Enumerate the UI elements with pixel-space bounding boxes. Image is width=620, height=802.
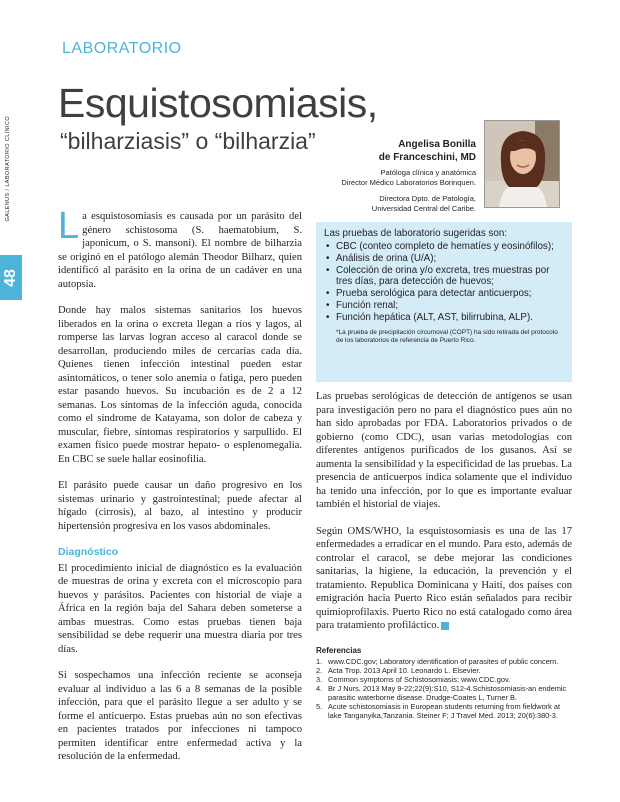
section-label: LABORATORIO	[62, 40, 182, 57]
list-item: • Colección de orina y/o excreta, tres muestras por tres días, para detección de huevos;	[324, 265, 564, 289]
reference-item: 4. Br J Nurs. 2013 May 9-22;22(9):S10, S12-4.Schistosomiasis-an endemic parasitic waterborne disease. Drudge-Coates L, Turner B.	[316, 684, 567, 702]
paragraph-transmission: Donde hay malos sistemas sanitarios los huevos liberados en la orina o excreta llegan a ríos y lagos, al romperse las larvas logran acceso al caracol donde se desarrollan, produciendo miles de cercarías cada día. Quienes tienen infección intestinal pueden estar asintomáticos, o tener solo anemia o fatiga, pero pueden estar pasando huevos. Su incubación es de 2 a 12 semanas. Los síntomas de la infección aguda, conocida como el síndrome de Katayama, son dolor de cabeza y muscular, fiebre, síntomas respiratorios y sarpullido. El examen físico puede mostrar hepato- o esplenomegalia. En CBC se suele hallar eosinofilia.	[58, 305, 302, 465]
paragraph-diagnostic: El procedimiento inicial de diagnóstico es la evaluación de muestras de orina y excreta con el microscopio para huevos y parásitos. Pacientes con historial de viaje a África en la región baja del Sahara deben someterse a ambas muestras. Como estas pruebas tienen baja sensibilidad se debe requerir una muestra diaria por tres días.	[58, 562, 302, 655]
box-heading: Las pruebas de laboratorio sugeridas son:	[324, 228, 507, 239]
article-title: Esquistosomiasis,	[58, 80, 378, 126]
list-item: • Función hepática (ALT, AST, bilirrubina, ALP).	[324, 312, 564, 324]
references	[316, 646, 572, 720]
article-subtitle: “bilharziasis” o “bilharzia”	[60, 128, 316, 154]
author-photo	[484, 120, 560, 208]
paragraph-serology: Las pruebas serológicas de detección de antígenos se usan para investigación pero no para el diagnóstico pues aún no han sido aprobadas por FDA. Laboratorios privados o de gobierno (como CDC), usan varias metodologías con diferentes antígenos purificados de los gusanos. Así se aumenta la sensibilidad y la especificidad de las pruebas. La presencia de anticuerpos indica solamente que el individuo ha tenido una infección, por lo que es importante evaluar también el historial de viajes.	[316, 391, 572, 510]
list-item: • CBC (conteo completo de hematíes y eosinófilos);	[324, 241, 564, 253]
reference-item: 3. Common symptoms of Schistosomiasis; www.CDC.gov.	[316, 675, 511, 684]
reference-item: 1. www.CDC.gov; Laboratory identification of parasites of public concern.	[316, 657, 559, 666]
author-role-line3: Directora Dpto. de Patología,	[379, 194, 476, 203]
author-portrait-icon	[485, 121, 560, 208]
list-item: • Análisis de orina (U/A);	[324, 253, 564, 265]
references-heading: Referencias	[316, 646, 362, 655]
page-number: 48	[1, 268, 19, 287]
left-column	[58, 205, 302, 777]
paragraph-who: Según OMS/WHO, la esquistosomiasis es una de las 17 enfermedades a erradicar en el mundo. Para esto, además de controlar el caracol, se debe mejorar las condiciones sanitarias, la higiene, la educación, la prevención y el tratamiento. Republica Dominicana y Haití, dos países con emigración hacia Puerto Rico están señalados para recibir quimioprofilaxis. Puerto Rico no está catalogado como área para tratamiento profiláctico.	[316, 525, 572, 631]
paragraph-damage: El parásito puede causar un daño progresivo en los sistemas urinario y gastrointestinal; puede afectar al hígado (cirrosis), al bazo, al intestino y producir hipertensión progresiva en los vasos abdominales.	[58, 480, 302, 532]
reference-item: 2. Acta Trop. 2013 April 10. Leonardo L. Elsevier.	[316, 666, 481, 675]
author-name-line1: Angelisa Bonilla	[398, 139, 476, 150]
paragraph-recent-infection: Si sospechamos una infección reciente se aconseja evaluar al individuo a las 6 a 8 semanas de la posible infección, para que el parásito llegue a ser adulto y se forme el anticuerpo. Estas pruebas aún no son efectivas en pacientes tratados por infecciones ni tampoco permiten identificar entre enfermedad activa y la resolución de la enfermedad.	[58, 670, 302, 762]
author-block	[306, 138, 476, 214]
author-role-line4: Universidad Central del Caribe.	[371, 204, 476, 213]
page-number-tab	[0, 255, 22, 300]
running-head: GALENUS / LABORATORIO CLÍNICO	[5, 116, 11, 222]
drop-cap: L	[58, 205, 80, 247]
references-list	[316, 657, 572, 720]
author-name-line2: de Franceschini, MD	[378, 152, 476, 163]
paragraph-intro: La esquistosomiasis es causada por un parásito del género schistosoma (S. haematobium, S. japonicum, o S. mansoni). El nombre de bilharzia se originó en el patólogo alemán Theodor Bilharz, quien identificó al parásito en la orina de un cadáver en una autopsia.	[58, 205, 302, 290]
lab-tests-box	[316, 222, 572, 382]
end-mark-icon	[441, 622, 449, 630]
box-footnote: *La prueba de precipitación circumoval (COPT) ha sido retirada del protocolo de los laboratorios de referencia de Puerto Rico.	[336, 328, 558, 344]
author-role-line2: Director Médico Laboratorios Borinquen.	[341, 178, 476, 187]
lab-tests-list	[324, 241, 564, 324]
list-item: • Función renal;	[324, 300, 564, 312]
right-column	[316, 390, 572, 646]
reference-item: 5. Acute schistosomiasis in European students returning from fieldwork at lake Tanganyika,Tanzania. Steiner F; J Travel Med. 2013; 20(6):380-3.	[316, 702, 561, 720]
list-item: • Prueba serológica para detectar anticuerpos;	[324, 288, 564, 300]
author-role-line1: Patóloga clínica y anatómica	[380, 168, 476, 177]
heading-diagnostico: Diagnóstico	[58, 546, 119, 558]
